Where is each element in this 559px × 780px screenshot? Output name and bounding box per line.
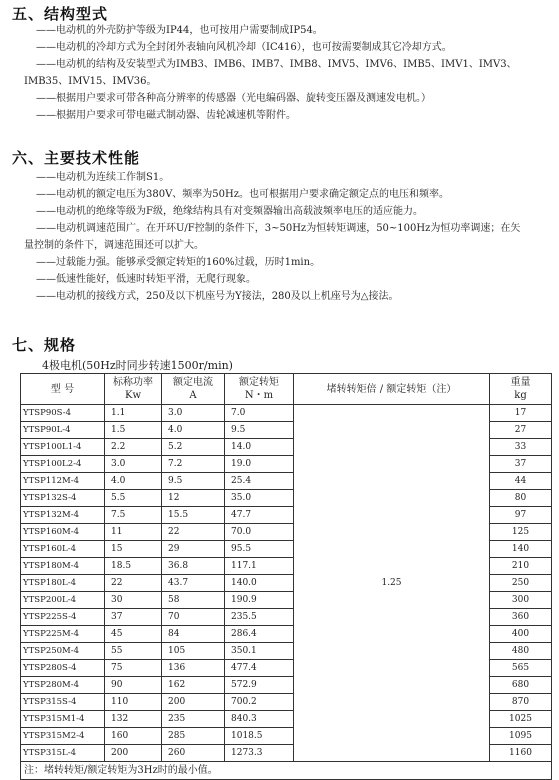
model-cell: YTSP280S-4 bbox=[21, 660, 105, 677]
weight-cell: 1160 bbox=[490, 745, 552, 762]
weight-cell: 125 bbox=[490, 524, 552, 541]
model-cell: YTSP90S-4 bbox=[21, 405, 105, 422]
text-line: ——电动机为连续工作制S1。 bbox=[36, 172, 170, 183]
current-cell: 84 bbox=[162, 626, 225, 643]
current-cell: 3.0 bbox=[162, 405, 225, 422]
current-cell: 43.7 bbox=[162, 575, 225, 592]
current-cell: 29 bbox=[162, 541, 225, 558]
torque-cell: 35.0 bbox=[225, 490, 294, 507]
current-cell: 15.5 bbox=[162, 507, 225, 524]
model-cell: YTSP132M-4 bbox=[21, 507, 105, 524]
model-cell: YTSP315M2-4 bbox=[21, 728, 105, 745]
power-cell: 160 bbox=[105, 728, 162, 745]
current-cell: 22 bbox=[162, 524, 225, 541]
table-body bbox=[21, 405, 552, 780]
model-cell: YTSP180M-4 bbox=[21, 558, 105, 575]
current-cell: 58 bbox=[162, 592, 225, 609]
weight-cell: 1095 bbox=[490, 728, 552, 745]
power-cell: 90 bbox=[105, 677, 162, 694]
current-cell: 4.0 bbox=[162, 422, 225, 439]
header-model: 型 号 bbox=[21, 374, 105, 405]
text-line: ——电动机的结构及安装型式为IMB3、IMB6、IMB7、IMB8、IMV5、IMV6、IMB5、IMV1、IMV3、 bbox=[36, 59, 517, 70]
section-body-performance bbox=[24, 169, 548, 305]
current-cell: 7.2 bbox=[162, 456, 225, 473]
text-line: ——电动机的接线方式，250及以下机座号为Y接法，280及以上机座号为△接法。 bbox=[36, 291, 399, 302]
power-cell: 110 bbox=[105, 694, 162, 711]
torque-cell: 700.2 bbox=[225, 694, 294, 711]
power-cell: 5.5 bbox=[105, 490, 162, 507]
model-cell: YTSP315M1-4 bbox=[21, 711, 105, 728]
weight-cell: 33 bbox=[490, 439, 552, 456]
model-cell: YTSP160M-4 bbox=[21, 524, 105, 541]
power-cell: 45 bbox=[105, 626, 162, 643]
weight-cell: 1025 bbox=[490, 711, 552, 728]
current-cell: 285 bbox=[162, 728, 225, 745]
current-cell: 136 bbox=[162, 660, 225, 677]
model-cell: YTSP180L-4 bbox=[21, 575, 105, 592]
power-cell: 2.2 bbox=[105, 439, 162, 456]
model-cell: YTSP250M-4 bbox=[21, 643, 105, 660]
header-torque: 额定转矩 N・m bbox=[225, 374, 294, 405]
current-cell: 9.5 bbox=[162, 473, 225, 490]
model-cell: YTSP100L2-4 bbox=[21, 456, 105, 473]
power-cell: 15 bbox=[105, 541, 162, 558]
weight-cell: 300 bbox=[490, 592, 552, 609]
weight-cell: 250 bbox=[490, 575, 552, 592]
power-cell: 132 bbox=[105, 711, 162, 728]
weight-cell: 27 bbox=[490, 422, 552, 439]
model-cell: YTSP225S-4 bbox=[21, 609, 105, 626]
torque-cell: 840.3 bbox=[225, 711, 294, 728]
torque-cell: 14.0 bbox=[225, 439, 294, 456]
power-cell: 18.5 bbox=[105, 558, 162, 575]
weight-cell: 680 bbox=[490, 677, 552, 694]
text-line: ——电动机的额定电压为380V、频率为50Hz。也可根据用户要求确定额定点的电压和频率。 bbox=[36, 189, 450, 200]
model-cell: YTSP225M-4 bbox=[21, 626, 105, 643]
torque-cell: 117.1 bbox=[225, 558, 294, 575]
power-cell: 37 bbox=[105, 609, 162, 626]
power-cell: 4.0 bbox=[105, 473, 162, 490]
text-line: ——过载能力强。能够承受额定转矩的160%过载，历时1min。 bbox=[36, 257, 321, 268]
text-line: ——电动机的外壳防护等级为IP44，也可按用户需要制成IP54。 bbox=[36, 25, 323, 36]
header-weight: 重量 kg bbox=[490, 374, 552, 405]
weight-cell: 210 bbox=[490, 558, 552, 575]
current-cell: 105 bbox=[162, 643, 225, 660]
model-cell: YTSP200L-4 bbox=[21, 592, 105, 609]
weight-cell: 80 bbox=[490, 490, 552, 507]
text-line: ——根据用户要求可带各种高分辨率的传感器（光电编码器、旋转变压器及测速发电机。） bbox=[36, 93, 431, 104]
current-cell: 200 bbox=[162, 694, 225, 711]
power-cell: 22 bbox=[105, 575, 162, 592]
text-line: ——电动机的冷却方式为全封闭外表轴向风机冷却（IC416），也可按需要制成其它冷却方式。 bbox=[36, 42, 452, 53]
current-cell: 12 bbox=[162, 490, 225, 507]
section-heading-structure: 五、结构型式 bbox=[12, 5, 109, 23]
weight-cell: 480 bbox=[490, 643, 552, 660]
power-cell: 30 bbox=[105, 592, 162, 609]
header-stall-ratio: 堵转转矩倍 / 额定转矩（注） bbox=[294, 374, 490, 405]
table-row bbox=[21, 405, 552, 422]
model-cell: YTSP112M-4 bbox=[21, 473, 105, 490]
torque-cell: 47.7 bbox=[225, 507, 294, 524]
current-cell: 162 bbox=[162, 677, 225, 694]
weight-cell: 870 bbox=[490, 694, 552, 711]
torque-cell: 19.0 bbox=[225, 456, 294, 473]
power-cell: 1.1 bbox=[105, 405, 162, 422]
weight-cell: 37 bbox=[490, 456, 552, 473]
power-cell: 7.5 bbox=[105, 507, 162, 524]
torque-cell: 140.0 bbox=[225, 575, 294, 592]
table-note-row bbox=[21, 762, 552, 780]
spec-table bbox=[20, 373, 552, 780]
table-header-row bbox=[21, 374, 552, 405]
torque-cell: 235.5 bbox=[225, 609, 294, 626]
header-power: 标称功率 Kw bbox=[105, 374, 162, 405]
torque-cell: 1273.3 bbox=[225, 745, 294, 762]
current-cell: 70 bbox=[162, 609, 225, 626]
section-heading-performance: 六、主要技术性能 bbox=[12, 149, 141, 167]
torque-cell: 7.0 bbox=[225, 405, 294, 422]
text-line: ——低速性能好，低速时转矩平滑，无爬行现象。 bbox=[36, 274, 256, 285]
text-line: ——电动机调速范围广。在开环U/F控制的条件下，3~50Hz为恒转矩调速，50~100Hz为恒功率调速；在矢 bbox=[36, 223, 521, 234]
section-heading-specs: 七、规格 bbox=[12, 336, 77, 354]
torque-cell: 477.4 bbox=[225, 660, 294, 677]
torque-cell: 572.9 bbox=[225, 677, 294, 694]
torque-cell: 25.4 bbox=[225, 473, 294, 490]
weight-cell: 140 bbox=[490, 541, 552, 558]
model-cell: YTSP90L-4 bbox=[21, 422, 105, 439]
current-cell: 36.8 bbox=[162, 558, 225, 575]
torque-cell: 286.4 bbox=[225, 626, 294, 643]
power-cell: 75 bbox=[105, 660, 162, 677]
header-current: 额定电流 A bbox=[162, 374, 225, 405]
power-cell: 1.5 bbox=[105, 422, 162, 439]
current-cell: 5.2 bbox=[162, 439, 225, 456]
torque-cell: 9.5 bbox=[225, 422, 294, 439]
text-line: ——电动机的绝缘等级为F级，绝缘结构具有对变频器输出高载波频率电压的适应能力。 bbox=[36, 206, 423, 217]
model-cell: YTSP132S-4 bbox=[21, 490, 105, 507]
model-cell: YTSP315L-4 bbox=[21, 745, 105, 762]
model-cell: YTSP100L1-4 bbox=[21, 439, 105, 456]
power-cell: 3.0 bbox=[105, 456, 162, 473]
weight-cell: 44 bbox=[490, 473, 552, 490]
current-cell: 235 bbox=[162, 711, 225, 728]
power-cell: 55 bbox=[105, 643, 162, 660]
weight-cell: 97 bbox=[490, 507, 552, 524]
current-cell: 260 bbox=[162, 745, 225, 762]
text-line: IMB35、IMV15、IMV36。 bbox=[24, 76, 157, 87]
torque-cell: 95.5 bbox=[225, 541, 294, 558]
torque-cell: 350.1 bbox=[225, 643, 294, 660]
weight-cell: 400 bbox=[490, 626, 552, 643]
model-cell: YTSP280M-4 bbox=[21, 677, 105, 694]
model-cell: YTSP315S-4 bbox=[21, 694, 105, 711]
torque-cell: 1018.5 bbox=[225, 728, 294, 745]
section-body-structure bbox=[24, 22, 548, 124]
stall-ratio-cell: 1.25 bbox=[294, 405, 490, 762]
power-cell: 11 bbox=[105, 524, 162, 541]
weight-cell: 17 bbox=[490, 405, 552, 422]
table-subtitle: 4极电机(50Hz时同步转速1500r/min) bbox=[42, 359, 233, 372]
text-line: ——根据用户要求可带电磁式制动器、齿轮减速机等附件。 bbox=[36, 110, 296, 121]
model-cell: YTSP160L-4 bbox=[21, 541, 105, 558]
torque-cell: 70.0 bbox=[225, 524, 294, 541]
text-line: 量控制的条件下，调速范围还可以扩大。 bbox=[24, 240, 204, 251]
table-footnote: 注：堵转转矩/额定转矩为3Hz时的最小值。 bbox=[21, 762, 552, 780]
power-cell: 200 bbox=[105, 745, 162, 762]
weight-cell: 360 bbox=[490, 609, 552, 626]
weight-cell: 565 bbox=[490, 660, 552, 677]
torque-cell: 190.9 bbox=[225, 592, 294, 609]
